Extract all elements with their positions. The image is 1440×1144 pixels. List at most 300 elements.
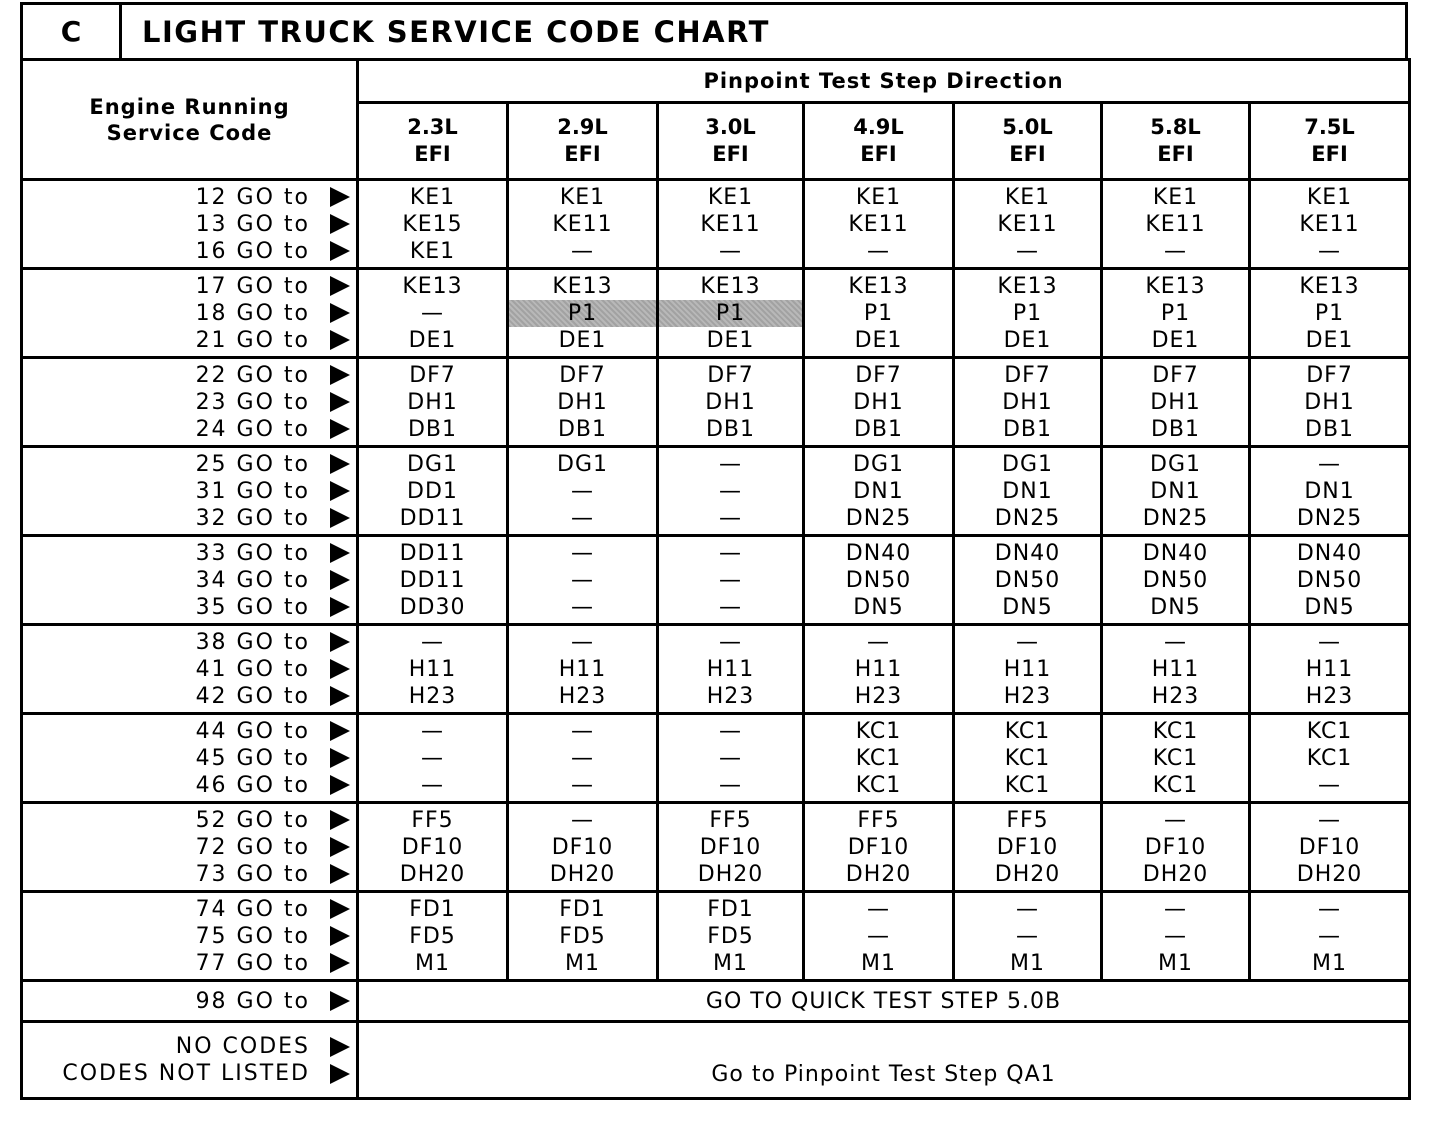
test-step-cell	[804, 803, 954, 892]
test-step-value: H23	[408, 683, 457, 709]
arrow-right-icon	[330, 721, 350, 741]
test-step-value: KE13	[552, 273, 613, 299]
code-label: 41 GO to	[195, 656, 310, 682]
test-step-value: FD5	[707, 923, 754, 949]
test-step-value: DB1	[705, 416, 756, 442]
test-step-value: DN40	[1142, 540, 1209, 566]
code-group-row	[22, 447, 1410, 536]
test-step-cell	[1102, 892, 1250, 981]
test-step-cell	[1102, 625, 1250, 714]
code-label: 24 GO to	[195, 416, 310, 442]
test-step-value: H23	[1003, 683, 1052, 709]
test-step-value: DN50	[845, 567, 912, 593]
engine-header-0	[358, 103, 508, 180]
engine-size: 2.3L	[407, 115, 458, 139]
test-step-value: DH1	[1002, 389, 1053, 415]
arrow-right-icon	[330, 686, 350, 706]
test-step-value: H11	[558, 656, 607, 682]
test-step-value: DN40	[845, 540, 912, 566]
test-step-cell	[1102, 536, 1250, 625]
test-step-value: KE13	[402, 273, 463, 299]
service-code-cell	[22, 803, 358, 892]
test-step-cell	[508, 180, 658, 269]
test-step-value: H11	[854, 656, 903, 682]
test-step-value: DF7	[409, 362, 456, 388]
code-label: 72 GO to	[195, 834, 310, 860]
arrow-right-icon	[330, 864, 350, 884]
pinpoint-header: Pinpoint Test Step Direction	[358, 60, 1410, 103]
test-step-value: KE11	[700, 211, 761, 237]
test-step-cell	[1250, 269, 1410, 358]
code-line	[23, 772, 356, 799]
test-step-value: H11	[706, 656, 755, 682]
test-step-value: DG1	[1150, 451, 1201, 477]
engine-type: EFI	[414, 142, 451, 166]
test-step-value: —	[1318, 629, 1342, 655]
test-step-value: DD30	[399, 594, 466, 620]
code-label: 52 GO to	[195, 807, 310, 833]
test-step-cell	[1102, 358, 1250, 447]
test-step-value: —	[867, 896, 890, 922]
code-label: 18 GO to	[195, 300, 310, 326]
test-step-cell	[1250, 714, 1410, 803]
engine-header-2	[658, 103, 804, 180]
test-step-value: FF5	[709, 807, 752, 833]
test-step-value: —	[1318, 772, 1342, 798]
test-step-value: FD5	[559, 923, 606, 949]
test-step-cell	[1102, 269, 1250, 358]
test-step-value: H11	[1151, 656, 1200, 682]
test-step-value: FD1	[559, 896, 606, 922]
test-step-value: —	[571, 807, 594, 833]
test-step-value: KC1	[1306, 745, 1353, 771]
engine-type: EFI	[1311, 142, 1348, 166]
code-line	[23, 745, 356, 772]
test-step-value: DE1	[558, 327, 607, 353]
arrow-right-icon	[330, 365, 350, 385]
test-step-value: P1	[1314, 300, 1345, 326]
test-step-cell	[804, 447, 954, 536]
test-step-value: —	[421, 745, 444, 771]
test-step-value: DF10	[401, 834, 464, 860]
test-step-value: KE1	[559, 184, 606, 210]
test-step-value: DN40	[994, 540, 1061, 566]
test-step-cell	[658, 447, 804, 536]
test-step-value: KC1	[855, 718, 902, 744]
test-step-value: DB1	[1002, 416, 1053, 442]
code-line	[23, 389, 356, 416]
code-line	[23, 300, 356, 327]
test-step-value: H11	[408, 656, 457, 682]
code-line	[23, 238, 356, 265]
code-line	[23, 896, 356, 923]
code-label: 73 GO to	[195, 861, 310, 887]
engine-size: 4.9L	[853, 115, 904, 139]
test-step-cell	[508, 269, 658, 358]
test-step-value: KC1	[855, 772, 902, 798]
arrow-right-icon	[330, 991, 350, 1011]
test-step-cell	[1250, 803, 1410, 892]
code-label: 44 GO to	[195, 718, 310, 744]
code-line	[23, 362, 356, 389]
code-label: 45 GO to	[195, 745, 310, 771]
test-step-cell	[658, 358, 804, 447]
test-step-value: —	[421, 629, 444, 655]
test-step-value: DH20	[994, 861, 1061, 887]
code-label: NO CODES	[175, 1034, 310, 1059]
test-step-value: P1	[1012, 300, 1043, 326]
test-step-value: —	[719, 567, 742, 593]
test-step-value: FD5	[409, 923, 456, 949]
test-step-value: KC1	[1306, 718, 1353, 744]
arrow-right-icon	[330, 214, 350, 234]
test-step-value: DN5	[1002, 594, 1053, 620]
test-step-value: KE11	[1299, 211, 1360, 237]
engine-size: 3.0L	[705, 115, 756, 139]
test-step-value: —	[1164, 807, 1187, 833]
test-step-value: FF5	[411, 807, 454, 833]
test-step-value: —	[1164, 629, 1187, 655]
test-step-cell	[658, 625, 804, 714]
code-line	[23, 327, 356, 354]
engine-type: EFI	[860, 142, 897, 166]
row-no-codes	[22, 1022, 1410, 1099]
test-step-value: —	[571, 478, 594, 504]
arrow-right-icon	[330, 187, 350, 207]
test-step-value: —	[719, 540, 742, 566]
test-step-value: DN50	[994, 567, 1061, 593]
test-step-value: KE13	[848, 273, 909, 299]
test-step-value: DD11	[399, 540, 466, 566]
test-step-value: —	[421, 718, 444, 744]
test-step-value: KE13	[1299, 273, 1360, 299]
test-step-cell	[1250, 358, 1410, 447]
test-step-cell	[1102, 714, 1250, 803]
engine-size: 2.9L	[557, 115, 608, 139]
engine-running-header-line1: Engine Running	[89, 94, 290, 119]
test-step-cell	[954, 358, 1102, 447]
code-label: 42 GO to	[195, 683, 310, 709]
service-code-cell	[22, 892, 358, 981]
row-98	[22, 981, 1410, 1022]
test-step-cell	[954, 269, 1102, 358]
test-step-cell	[1250, 180, 1410, 269]
test-step-value: —	[719, 629, 742, 655]
row-98-direction: GO TO QUICK TEST STEP 5.0B	[358, 981, 1410, 1022]
test-step-cell	[358, 714, 508, 803]
arrow-right-icon	[330, 303, 350, 323]
test-step-cell	[358, 269, 508, 358]
test-step-value: DB1	[407, 416, 458, 442]
test-step-value: DE1	[1151, 327, 1200, 353]
code-group-row	[22, 269, 1410, 358]
test-step-cell	[1102, 180, 1250, 269]
test-step-cell	[1250, 536, 1410, 625]
service-code-cell	[22, 447, 358, 536]
test-step-cell	[954, 447, 1102, 536]
test-step-value: H23	[558, 683, 607, 709]
test-step-value: —	[421, 300, 444, 326]
test-step-value: —	[1318, 238, 1342, 264]
test-step-value: DB1	[1305, 416, 1355, 442]
test-step-cell	[358, 358, 508, 447]
engine-type: EFI	[712, 142, 749, 166]
arrow-right-icon	[330, 659, 350, 679]
test-step-cell	[804, 358, 954, 447]
test-step-value: H23	[854, 683, 903, 709]
test-step-value: DH20	[549, 861, 616, 887]
engine-header-1	[508, 103, 658, 180]
test-step-value: KE13	[1145, 273, 1206, 299]
test-step-value: DB1	[1150, 416, 1201, 442]
code-label: 98 GO to	[195, 988, 310, 1014]
test-step-value: DN25	[1296, 505, 1363, 531]
code-line	[23, 451, 356, 478]
test-step-cell	[358, 447, 508, 536]
test-step-value: DN25	[845, 505, 912, 531]
test-step-value: P1	[863, 300, 894, 326]
test-step-value: KE13	[700, 273, 761, 299]
code-groups	[22, 180, 1410, 981]
engine-size: 5.8L	[1150, 115, 1201, 139]
row-no-codes-code-cell	[22, 1022, 358, 1099]
engine-running-header-line2: Service Code	[106, 120, 273, 145]
test-step-value: DG1	[557, 451, 608, 477]
test-step-value: KC1	[855, 745, 902, 771]
test-step-cell	[954, 625, 1102, 714]
test-step-value: DF7	[855, 362, 902, 388]
test-step-cell	[508, 447, 658, 536]
test-step-value: DH20	[399, 861, 466, 887]
code-label: 75 GO to	[195, 923, 310, 949]
test-step-value: —	[571, 238, 594, 264]
row-98-code-cell	[22, 981, 358, 1022]
test-step-value: DE1	[408, 327, 457, 353]
code-line	[23, 683, 356, 710]
test-step-cell	[1102, 447, 1250, 536]
code-line	[23, 184, 356, 211]
engine-header-6	[1250, 103, 1410, 180]
test-step-value: DF7	[1152, 362, 1199, 388]
test-step-value: DF10	[996, 834, 1059, 860]
test-step-value: —	[1318, 807, 1342, 833]
test-step-value: DN50	[1142, 567, 1209, 593]
arrow-right-icon	[330, 454, 350, 474]
arrow-right-icon	[330, 330, 350, 350]
test-step-value: —	[867, 923, 890, 949]
test-step-value: —	[1164, 238, 1187, 264]
test-step-value: DE1	[1003, 327, 1052, 353]
test-step-value: —	[867, 238, 890, 264]
test-step-value: P1	[509, 300, 656, 327]
test-step-value: DN1	[853, 478, 904, 504]
code-line	[23, 478, 356, 505]
code-group-row	[22, 892, 1410, 981]
arrow-right-icon	[330, 748, 350, 768]
test-step-value: KC1	[1152, 718, 1199, 744]
code-line	[23, 950, 356, 977]
code-label: 34 GO to	[195, 567, 310, 593]
code-group-row	[22, 536, 1410, 625]
arrow-right-icon	[330, 632, 350, 652]
test-step-value: M1	[1312, 950, 1348, 976]
code-line	[23, 988, 356, 1015]
test-step-value: M1	[1010, 950, 1045, 976]
code-line	[23, 923, 356, 950]
test-step-cell	[954, 536, 1102, 625]
test-step-value: DB1	[853, 416, 904, 442]
service-code-chart	[20, 2, 1408, 1100]
test-step-value: KE1	[707, 184, 754, 210]
test-step-value: DF7	[559, 362, 606, 388]
test-step-value: —	[1318, 896, 1342, 922]
test-step-value: KC1	[1152, 772, 1199, 798]
code-line	[23, 656, 356, 683]
test-step-cell	[508, 536, 658, 625]
engine-header-4	[954, 103, 1102, 180]
test-step-value: —	[421, 772, 444, 798]
test-step-value: —	[719, 718, 742, 744]
test-step-value: H11	[1003, 656, 1052, 682]
test-step-value: KE1	[409, 238, 456, 264]
test-step-value: DF7	[1306, 362, 1353, 388]
test-step-cell	[508, 358, 658, 447]
test-step-value: DN1	[1150, 478, 1201, 504]
service-code-cell	[22, 358, 358, 447]
test-step-value: —	[1164, 923, 1187, 949]
engine-running-header	[22, 60, 358, 180]
code-line	[23, 273, 356, 300]
arrow-right-icon	[330, 837, 350, 857]
test-step-value: DF7	[707, 362, 754, 388]
test-step-cell	[954, 714, 1102, 803]
code-label: 13 GO to	[195, 211, 310, 237]
test-step-value: H11	[1305, 656, 1354, 682]
arrow-right-icon	[330, 481, 350, 501]
test-step-value: DH1	[1304, 389, 1355, 415]
arrow-right-icon	[330, 775, 350, 795]
test-step-value: DN5	[1304, 594, 1355, 620]
test-step-cell	[508, 714, 658, 803]
test-step-value: —	[719, 594, 742, 620]
arrow-right-icon	[330, 276, 350, 296]
test-step-value: DH1	[705, 389, 756, 415]
code-label: 17 GO to	[195, 273, 310, 299]
test-step-value: M1	[1158, 950, 1193, 976]
test-step-cell	[804, 714, 954, 803]
test-step-value: —	[719, 478, 742, 504]
test-step-cell	[358, 892, 508, 981]
test-step-value: DH1	[407, 389, 458, 415]
section-letter: C	[23, 5, 122, 58]
test-step-cell	[658, 269, 804, 358]
code-line	[23, 567, 356, 594]
test-step-value: DD11	[399, 567, 466, 593]
code-line	[23, 505, 356, 532]
test-step-value: KE1	[1004, 184, 1051, 210]
arrow-right-icon	[330, 543, 350, 563]
service-code-cell	[22, 269, 358, 358]
test-step-value: DN25	[994, 505, 1061, 531]
test-step-cell	[508, 803, 658, 892]
code-line	[23, 416, 356, 443]
service-code-cell	[22, 536, 358, 625]
code-group-row	[22, 358, 1410, 447]
arrow-right-icon	[330, 508, 350, 528]
engine-type: EFI	[564, 142, 601, 166]
test-step-value: KE1	[409, 184, 456, 210]
code-label: 21 GO to	[195, 327, 310, 353]
code-label: 16 GO to	[195, 238, 310, 264]
test-step-value: —	[571, 505, 594, 531]
test-step-value: —	[1016, 238, 1039, 264]
test-step-value: DF10	[847, 834, 910, 860]
code-line	[23, 1060, 356, 1087]
code-label: 32 GO to	[195, 505, 310, 531]
arrow-right-icon	[330, 953, 350, 973]
test-step-value: DH1	[557, 389, 608, 415]
code-line	[23, 629, 356, 656]
service-code-cell	[22, 180, 358, 269]
test-step-value: DH20	[1296, 861, 1363, 887]
test-step-cell	[508, 625, 658, 714]
code-group-row	[22, 625, 1410, 714]
test-step-cell	[1102, 803, 1250, 892]
code-label: 46 GO to	[195, 772, 310, 798]
test-step-value: —	[571, 772, 594, 798]
test-step-value: KC1	[1004, 745, 1051, 771]
test-step-value: FD1	[409, 896, 456, 922]
row-no-codes-direction: Go to Pinpoint Test Step QA1	[358, 1022, 1410, 1099]
test-step-value: —	[719, 772, 742, 798]
test-step-value: —	[571, 629, 594, 655]
code-label: 33 GO to	[195, 540, 310, 566]
code-group-row	[22, 180, 1410, 269]
test-step-value: DE1	[854, 327, 903, 353]
test-step-value: —	[719, 238, 742, 264]
test-step-value: H23	[1305, 683, 1354, 709]
code-line	[23, 211, 356, 238]
test-step-cell	[954, 803, 1102, 892]
test-step-cell	[804, 625, 954, 714]
test-step-value: —	[1016, 629, 1039, 655]
arrow-right-icon	[330, 570, 350, 590]
test-step-value: DN5	[1150, 594, 1201, 620]
test-step-value: KC1	[1152, 745, 1199, 771]
code-table	[20, 58, 1411, 1100]
test-step-value: KE11	[1145, 211, 1206, 237]
engine-type: EFI	[1157, 142, 1194, 166]
code-label: 35 GO to	[195, 594, 310, 620]
test-step-value: DN1	[1304, 478, 1355, 504]
test-step-cell	[954, 180, 1102, 269]
code-label: 25 GO to	[195, 451, 310, 477]
test-step-value: DE1	[1305, 327, 1354, 353]
test-step-value: DN25	[1142, 505, 1209, 531]
test-step-value: —	[719, 505, 742, 531]
test-step-value: KE13	[997, 273, 1058, 299]
arrow-right-icon	[330, 810, 350, 830]
code-line	[23, 1033, 356, 1060]
test-step-cell	[1250, 625, 1410, 714]
test-step-value: DH20	[1142, 861, 1209, 887]
test-step-value: KE1	[855, 184, 902, 210]
test-step-cell	[658, 714, 804, 803]
arrow-right-icon	[330, 241, 350, 261]
code-group-row	[22, 803, 1410, 892]
test-step-value: M1	[861, 950, 896, 976]
test-step-value: DH20	[697, 861, 764, 887]
